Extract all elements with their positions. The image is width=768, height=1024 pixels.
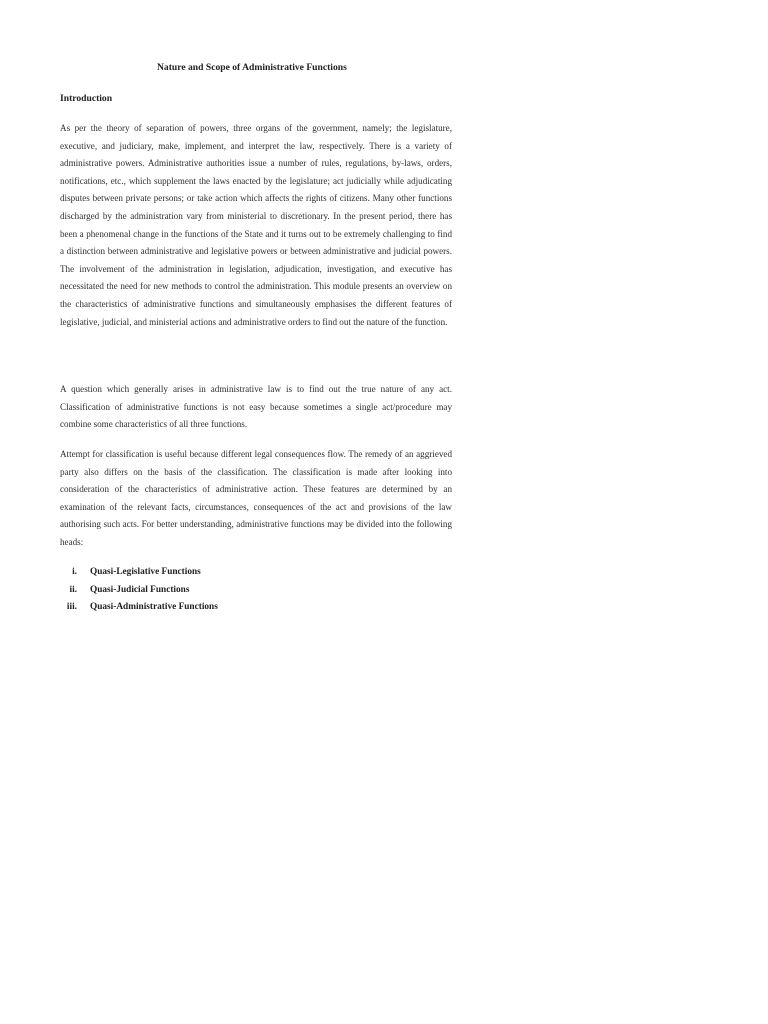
list-item-label: Quasi-Administrative Functions [90, 602, 218, 613]
body-paragraph: A question which generally arises in administrative law is to find out the true nature of any act. Classification of administrative functions is not easy because sometimes a single act/procedure may combine some characteristics of all three functions. [60, 384, 452, 430]
body-paragraph: As per the theory of separation of powers, three organs of the government, namely; the legislature, executive, and judiciary, make, implement, and interpret the law, respectively. There is a variety of administrative powers. Administrative authorities issue a number of rules, regulations, by-laws, orders, notifications, etc., which supplement the laws enacted by the legislature; act judicially while adjudicating disputes between private persons; or take action which affects the rights of citizens. Many other functions discharged by the administration vary from ministerial to discretionary. In the present period, there has been a phenomenal change in the functions of the State and it turns out to be extremely challenging to find a distinction between administrative and legislative powers or between administrative and judicial powers. The involvement of the administration in legislation, adjudication, investigation, and executive has necessitated the need for new methods to control the administration. This module presents an overview on the characteristics of administrative functions and simultaneously emphasises the different features of legislative, judicial, and ministerial actions and administrative orders to find out the nature of the function. [60, 123, 452, 327]
list-numeral: ii. [69, 584, 77, 595]
list-numeral: i. [72, 567, 77, 577]
list-item-label: Quasi-Judicial Functions [90, 584, 190, 595]
list-item-label: Quasi-Legislative Functions [90, 567, 201, 577]
body-paragraph: Attempt for classification is useful because different legal consequences flow. The remedy of an aggrieved party also differs on the basis of the classification. The classification is made after looking into consideration of the characteristics of administrative action. These features are determined by an examination of the relevant facts, circumstances, consequences of the act and provisions of the law authorising such acts. For better understanding, administrative functions may be divided into the following heads: [60, 449, 452, 547]
document-title: Nature and Scope of Administrative Functions [157, 62, 347, 73]
list-numeral: iii. [66, 602, 77, 613]
section-heading-introduction: Introduction [60, 93, 113, 104]
